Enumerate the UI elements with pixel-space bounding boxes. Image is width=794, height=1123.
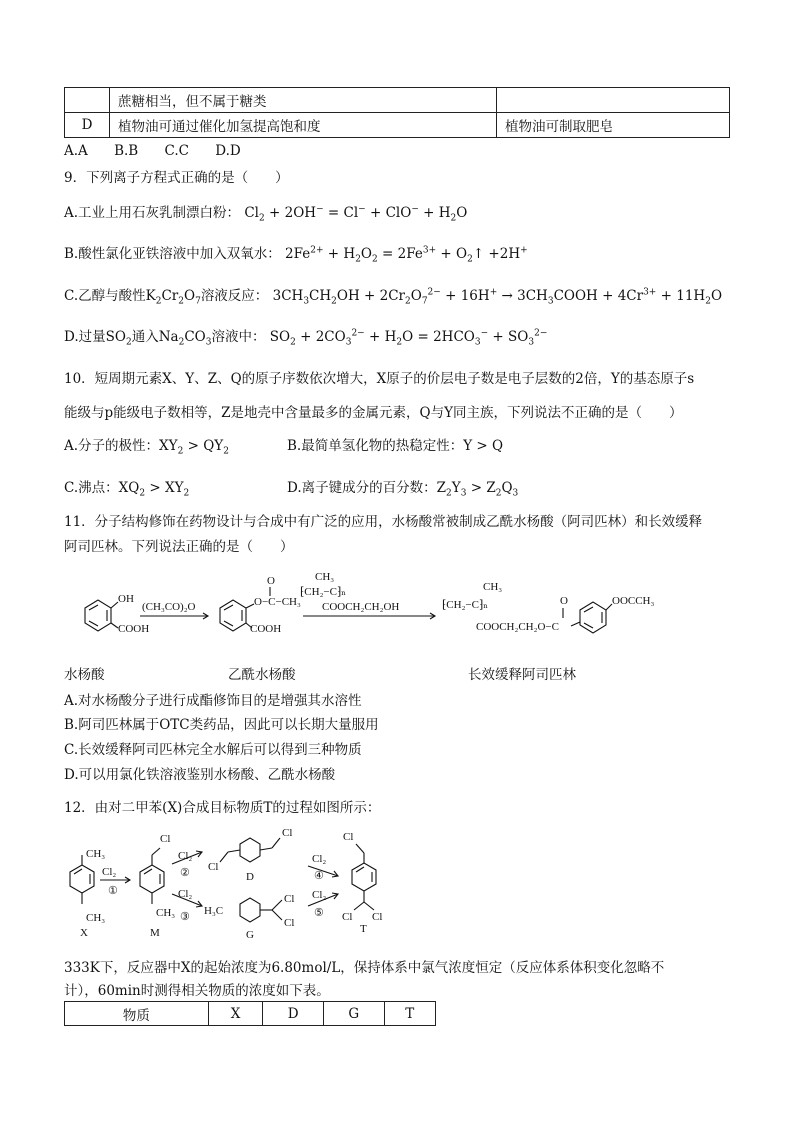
equation: $3CH_3CH_2OH + 2Cr_2O_7^{2-} + 16H^+$ → $3CH_3COOH + 4Cr^{3+} + 11H_2O$ — [272, 287, 723, 307]
svg-text:①: ① — [108, 885, 118, 897]
benzene-ring-icon — [220, 838, 280, 862]
svg-text:COOH: COOH — [250, 623, 282, 635]
svg-text:D: D — [246, 871, 254, 883]
svg-text:Cl₂: Cl₂ — [312, 889, 327, 901]
svg-text:O: O — [267, 575, 275, 587]
q11-option-d: D.可以用氯化铁溶液鉴别水杨酸、乙酰水杨酸 — [64, 767, 336, 783]
row-label: D — [65, 113, 110, 138]
svg-text:⑤: ⑤ — [314, 907, 324, 919]
q11-option-b: B.阿司匹林属于OTC类药品，因此可以长期大量服用 — [64, 717, 379, 733]
svg-text:Cl₂: Cl₂ — [178, 850, 193, 862]
svg-text:T: T — [360, 923, 367, 935]
xylene-chlorination-scheme — [60, 822, 460, 944]
option-a: A.A — [64, 143, 88, 159]
row-usage — [497, 88, 730, 113]
svg-text:Cl: Cl — [284, 917, 295, 929]
q10-stem-2: 能级与p能级电子数相等，Z是地壳中含量最多的金属元素，Q与Y同主族，下列说法不正确的是（ ） — [64, 405, 683, 421]
svg-text:Cl: Cl — [284, 893, 295, 905]
q10-option-c — [64, 476, 189, 499]
svg-text:⁅CH₂−C⁆ₙ: ⁅CH₂−C⁆ₙ — [300, 586, 346, 598]
benzene-ring-icon — [85, 600, 118, 631]
q9-option-a — [64, 201, 467, 224]
formula: $K_2Cr_2O_7$ — [145, 288, 201, 307]
svg-text:G: G — [246, 929, 254, 941]
option-text: D.过量 — [64, 329, 106, 345]
svg-text:Cl₂: Cl₂ — [312, 853, 327, 865]
svg-text:CH₃: CH₃ — [483, 581, 503, 593]
svg-text:COOCH₂CH₂O−C: COOCH₂CH₂O−C — [476, 621, 559, 633]
benzene-ring-icon — [220, 600, 254, 631]
svg-text:OOCCH₃: OOCCH₃ — [612, 595, 655, 607]
label-long-acting-aspirin: 长效缓释阿司匹林 — [468, 667, 576, 683]
formula: $Na_2CO_3$ — [158, 329, 212, 348]
table-row — [65, 113, 730, 138]
option-text: B.最简单氢化物的热稳定性： — [287, 438, 464, 454]
svg-text:X: X — [80, 927, 88, 939]
equation: $2Fe^{2+} + H_2O_2 = 2Fe^{3+}$ + $O_2↑ +2H^+$ — [285, 245, 528, 265]
q10-option-b — [287, 434, 503, 454]
table-header: X — [208, 1002, 263, 1026]
q10-option-a — [64, 434, 229, 457]
benzene-ring-icon — [240, 898, 282, 922]
formula: $XY_2 > QY_2$ — [159, 438, 229, 457]
benzene-ring-icon — [571, 602, 612, 633]
svg-text:CH₃: CH₃ — [86, 848, 106, 860]
row-usage: 植物油可制取肥皂 — [497, 113, 730, 138]
svg-text:Cl: Cl — [282, 827, 293, 839]
formula: Y > Q — [463, 438, 504, 454]
top-table — [64, 87, 730, 138]
svg-text:Cl₂: Cl₂ — [178, 888, 193, 900]
benzene-ring-icon — [140, 848, 164, 904]
option-text: B.酸性氯化亚铁溶液中加入双氧水： — [64, 246, 281, 262]
q9-option-b — [64, 242, 528, 265]
svg-text:Cl: Cl — [343, 831, 354, 843]
option-text: 通入 — [131, 329, 159, 345]
svg-text:M: M — [150, 927, 160, 939]
q9-option-c — [64, 284, 722, 307]
q10-option-d — [287, 476, 518, 499]
option-text: A.工业上用石灰乳制漂白粉： — [64, 205, 241, 221]
svg-text:COOH: COOH — [118, 623, 150, 635]
svg-text:Cl: Cl — [208, 861, 219, 873]
svg-text:③: ③ — [180, 911, 190, 923]
option-text: D.离子键成分的百分数： — [287, 480, 437, 496]
svg-text:O−C−CH₃: O−C−CH₃ — [254, 596, 301, 608]
q8-options — [64, 143, 241, 159]
svg-text:CH₃: CH₃ — [315, 571, 335, 583]
option-text: 溶液中： — [211, 329, 266, 345]
q11-stem-1: 11．分子结构修饰在药物设计与合成中有广泛的应用，水杨酸常被制成乙酰水杨酸（阿司匹林）和长效缓释 — [64, 514, 703, 530]
svg-text:Cl: Cl — [372, 911, 383, 923]
q11-stem-2: 阿司匹林。下列说法正确的是（ ） — [64, 539, 294, 555]
svg-text:Cl: Cl — [342, 911, 353, 923]
equation: $Cl_2 + 2OH^- = Cl^- + ClO^- + H_2O$ — [244, 204, 468, 224]
table-row — [65, 1002, 436, 1026]
label-aspirin: 乙酰水杨酸 — [228, 667, 296, 683]
svg-text:COOCH₂CH₂OH: COOCH₂CH₂OH — [322, 601, 400, 613]
row-content: 植物油可通过催化加氢提高饱和度 — [110, 113, 497, 138]
q12-text-1: 333K下，反应器中X的起始浓度为6.80mol/L，保持体系中氯气浓度恒定（反应体系体积变化忽略不 — [64, 960, 665, 976]
table-header: T — [384, 1002, 435, 1026]
formula: $XQ_2 > XY_2$ — [118, 480, 190, 499]
svg-text:H₃C: H₃C — [204, 905, 224, 917]
option-text: 溶液反应： — [200, 288, 269, 304]
q11-option-a: A.对水杨酸分子进行成酯修饰目的是增强其水溶性 — [64, 693, 362, 709]
svg-text:O: O — [560, 595, 568, 607]
option-text: A.分子的极性： — [64, 438, 160, 454]
svg-text:②: ② — [180, 867, 190, 879]
q9-stem: 9．下列离子方程式正确的是（ ） — [64, 170, 289, 186]
svg-text:Cl₂: Cl₂ — [102, 866, 117, 878]
formula: $SO_2$ — [105, 329, 132, 348]
benzene-ring-icon — [352, 844, 376, 910]
formula: $Z_2Y_3 > Z_2Q_3$ — [436, 480, 519, 499]
svg-text:OH: OH — [118, 593, 134, 605]
option-b: B.B — [114, 143, 139, 159]
option-text: C.乙醇与酸性 — [64, 288, 146, 304]
table-row — [65, 88, 730, 113]
equation: $SO_2 + 2CO_3^{2-} + H_2O = 2HCO_3^- + SO_3^{2-}$ — [269, 328, 548, 348]
concentration-table — [64, 1001, 436, 1026]
option-c: C.C — [164, 143, 189, 159]
svg-text:⁅CH₂−C⁆ₙ: ⁅CH₂−C⁆ₙ — [442, 599, 488, 611]
q12-text-2: 计），60min时测得相关物质的浓度如下表。 — [64, 983, 330, 999]
option-text: C.沸点： — [64, 480, 119, 496]
q11-option-c: C.长效缓释阿司匹林完全水解后可以得到三种物质 — [64, 742, 362, 758]
aspirin-reaction-scheme — [60, 560, 730, 660]
svg-text:CH₃: CH₃ — [86, 912, 106, 924]
svg-text:CH₃: CH₃ — [156, 907, 176, 919]
option-d: D.D — [215, 143, 241, 159]
benzene-ring-icon — [70, 855, 94, 904]
row-content: 蔗糖相当，但不属于糖类 — [110, 88, 497, 113]
table-header: 物质 — [65, 1002, 209, 1026]
svg-text:(CH₃CO)₂O: (CH₃CO)₂O — [142, 601, 196, 613]
svg-text:Cl: Cl — [160, 833, 171, 845]
q9-option-d — [64, 325, 547, 348]
table-header: D — [263, 1002, 324, 1026]
label-salicylic-acid: 水杨酸 — [64, 667, 105, 683]
svg-text:④: ④ — [314, 870, 324, 882]
q10-stem-1: 10．短周期元素X、Y、Z、Q的原子序数依次增大，X原子的价层电子数是电子层数的2倍，Y的基态原子s — [64, 371, 695, 387]
row-label — [65, 88, 110, 113]
table-header: G — [324, 1002, 385, 1026]
q12-stem: 12．由对二甲苯(X)合成目标物质T的过程如图所示： — [64, 800, 381, 816]
